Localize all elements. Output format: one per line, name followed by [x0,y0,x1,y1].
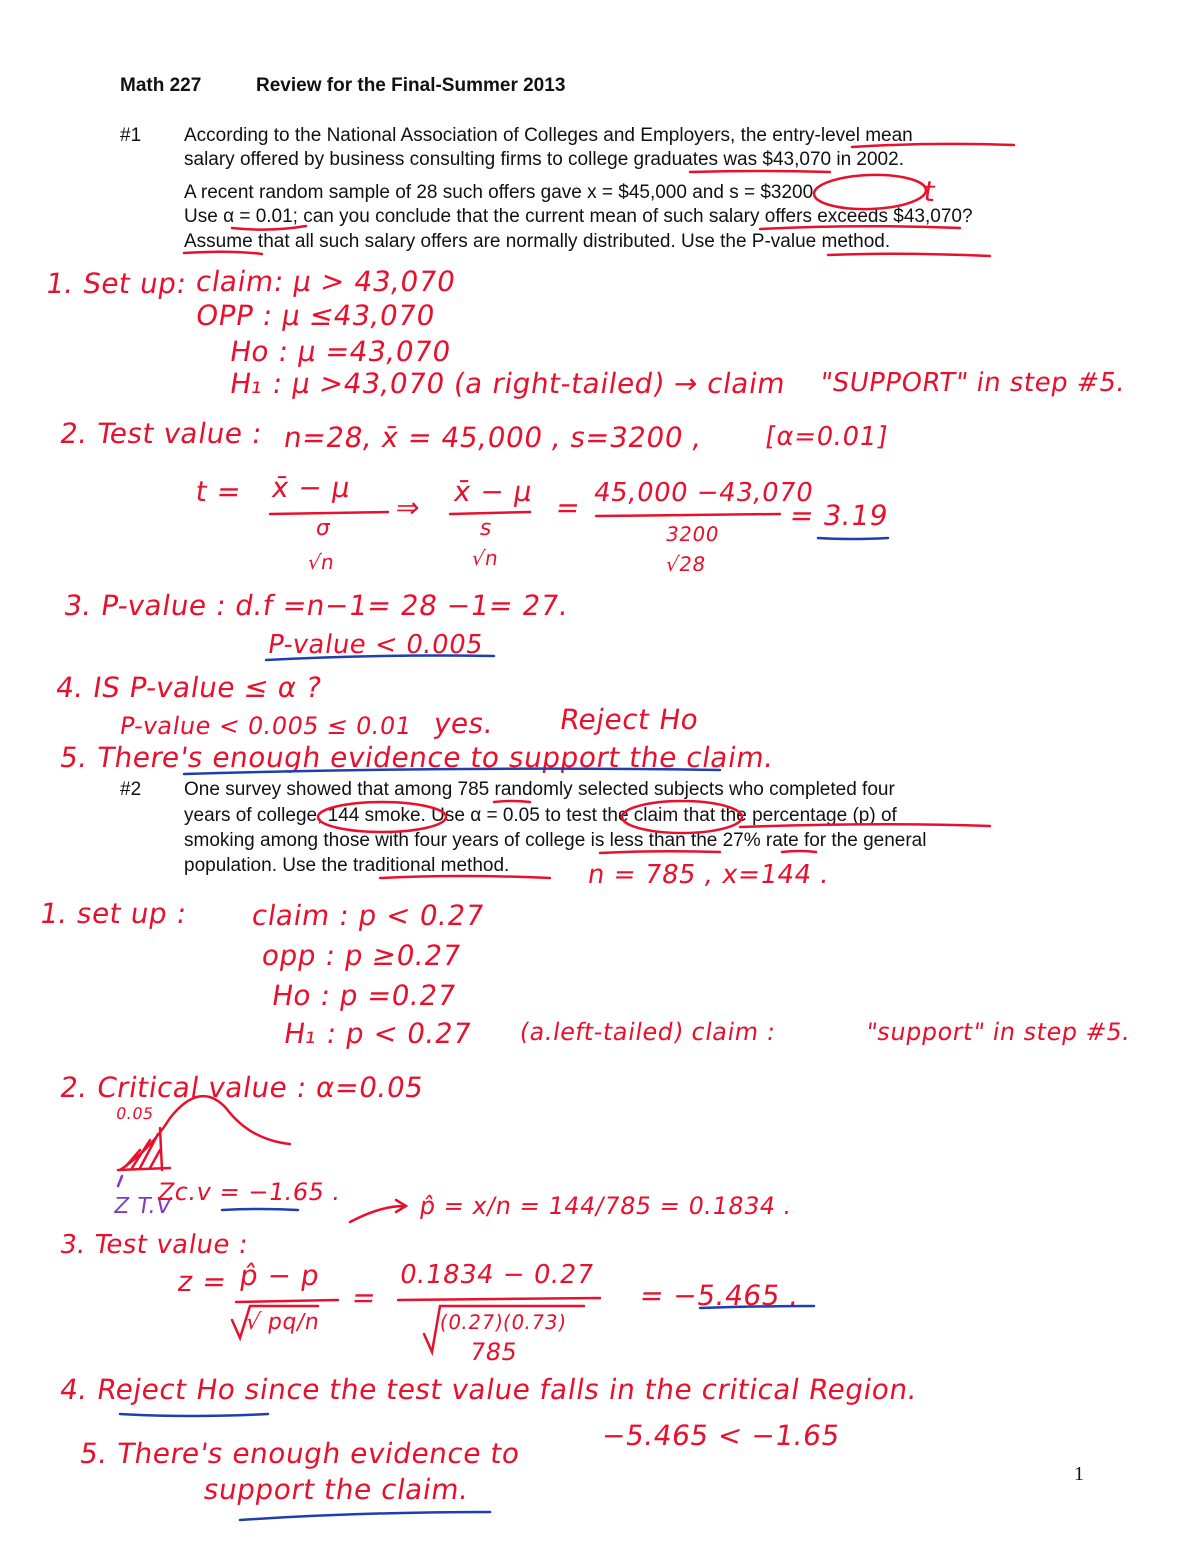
p2-step5-line2: support the claim. [201,1473,472,1506]
shaded-tail [126,1134,160,1168]
problem1-line-5: Assume that all such salary offers are normally distributed. Use the P-value method. [184,231,891,252]
underline-less-than [600,851,720,853]
p2-support-note: "support" in step #5. [863,1018,1133,1046]
problem1-line-2: salary offered by business consulting firms to college graduates was $43,070 in 2002. [184,149,904,170]
p1-h0: Ho : μ =43,070 [227,335,454,368]
p1-t-eq: = [553,491,583,524]
p1-t-num2: x̄ − μ [451,475,535,508]
p1-step1-label: 1. Set up: [43,267,190,300]
p2-phat: p̂ = x/n = 144/785 = 0.1834 . [417,1192,794,1220]
underline-pvalue [828,254,990,256]
problem1-line-1: According to the National Association of Colleges and Employers, the entry-level mean [184,125,913,146]
p2-h0: Ho : p =0.27 [269,979,459,1012]
problem2-line-3: smoking among those with four years of college is less than the 27% rate for the general [184,830,927,851]
problem1-number: #1 [120,125,142,146]
p1-t-den2b: √n [470,546,501,570]
p2-h1-note: (a.left-tailed) claim : [517,1018,778,1046]
p2-step4: 4. Reject Ho since the test value falls in the critical Region. [57,1373,920,1406]
p2-z-den2b: 785 [467,1338,520,1366]
p1-t-num1: x̄ − μ [269,471,353,504]
margin-t-annotation: t [921,175,939,208]
p2-z-den1: √ pq/n [244,1310,322,1335]
bar-t3 [596,514,780,516]
underline-traditional [380,876,550,878]
p2-givens: n = 785 , x=144 . [585,860,832,890]
blue-underline-t-result [818,538,888,539]
p1-step5: 5. There's enough evidence to support the claim. [57,741,777,774]
course-code: Math 227 [120,75,202,96]
bar-z1 [236,1300,338,1302]
blue-underline-reject [120,1414,268,1416]
p2-step5-line1: 5. There's enough evidence to [77,1437,523,1470]
p1-t-den1a: σ [314,516,333,541]
p1-step4: 4. IS P-value ≤ α ? [53,671,325,704]
arrow-to-phat [350,1200,406,1222]
p1-t-result: = 3.19 [787,499,891,532]
p1-t-num3: 45,000 −43,070 [591,478,816,508]
ztv-marker [118,1176,122,1186]
p1-t-den3b: √28 [664,552,708,576]
p2-z-den2a: (0.27)(0.73) [438,1310,569,1334]
p1-t-den1b: √n [306,550,337,574]
p1-claim: claim: μ > 43,070 [193,265,458,298]
underline-salary-figure [690,171,830,172]
p1-step3: 3. P-value : d.f =n−1= 28 −1= 27. [61,589,572,622]
problem1-line-3: A recent random sample of 28 such offers gave x = $45,000 and s = $3200 [184,182,814,203]
p2-step3-label: 3. Test value : [57,1230,251,1260]
p2-claim: claim : p < 0.27 [249,899,487,932]
p2-z-eq: = [349,1281,379,1314]
problem2-line-2: years of college, 144 smoke. Use α = 0.05 to test the claim that the percentage (p) of [184,805,897,826]
p1-t-den2a: s [478,516,495,541]
problem1-line-4: Use α = 0.01; can you conclude that the current mean of such salary offers exceeds $43,070? [184,206,973,227]
p2-zcv: Zc.v = −1.65 . [155,1178,343,1206]
p2-step4-inequality: −5.465 < −1.65 [599,1419,843,1452]
p2-step2-label: 2. Critical value : α=0.05 [57,1071,427,1104]
bar-t2 [450,512,530,514]
p2-z-num1: p̂ − p [237,1259,323,1292]
underline-785 [494,801,530,802]
p1-step3-result: P-value < 0.005 [265,630,486,660]
p2-z-result: = −5.465 . [637,1279,802,1312]
p1-step4-comparison: P-value < 0.005 ≤ 0.01 [117,712,414,740]
p1-opp: OPP : μ ≤43,070 [193,299,438,332]
p1-step2-label: 2. Test value : [57,417,265,450]
p2-z-num2: 0.1834 − 0.27 [397,1260,597,1290]
p1-t-lhs: t = [193,475,244,508]
p1-support-note: "SUPPORT" in step #5. [817,368,1128,398]
blue-underline-step5-final [240,1512,490,1520]
underline-27 [782,851,816,852]
p1-step2-givens: n=28, x̄ = 45,000 , s=3200 , [281,421,705,454]
p2-ztv: Z T.V [112,1194,174,1219]
baseline [118,1168,170,1170]
blue-underline-zcv [222,1209,298,1210]
problem2-line-4: population. Use the traditional method. [184,855,510,876]
p1-step2-alpha: [α=0.01] [763,422,890,452]
p2-h1: H₁ : p < 0.27 [281,1017,475,1050]
p2-step1-label: 1. set up : [37,897,190,930]
bar-t1 [270,512,388,514]
p2-opp: opp : p ≥0.27 [259,939,464,972]
critical-line [160,1128,162,1170]
page-number: 1 [1074,1463,1084,1485]
bar-z2 [398,1298,600,1300]
problem2-number: #2 [120,779,142,800]
p1-t-arrow: ⇒ [393,491,423,524]
p1-h1: H₁ : μ >43,070 (a right-tailed) → claim [227,367,788,400]
p1-t-den3a: 3200 [664,522,721,546]
p2-z-lhs: z = [175,1265,230,1298]
problem2-line-1: One survey showed that among 785 randomly selected subjects who completed four [184,779,895,800]
document-title: Review for the Final-Summer 2013 [256,75,566,96]
p2-curve-label: 0.05 [114,1104,156,1123]
p1-step4-reject: Reject Ho [557,703,702,736]
underline-assume [184,252,262,254]
p1-step4-yes: yes. [431,707,496,740]
